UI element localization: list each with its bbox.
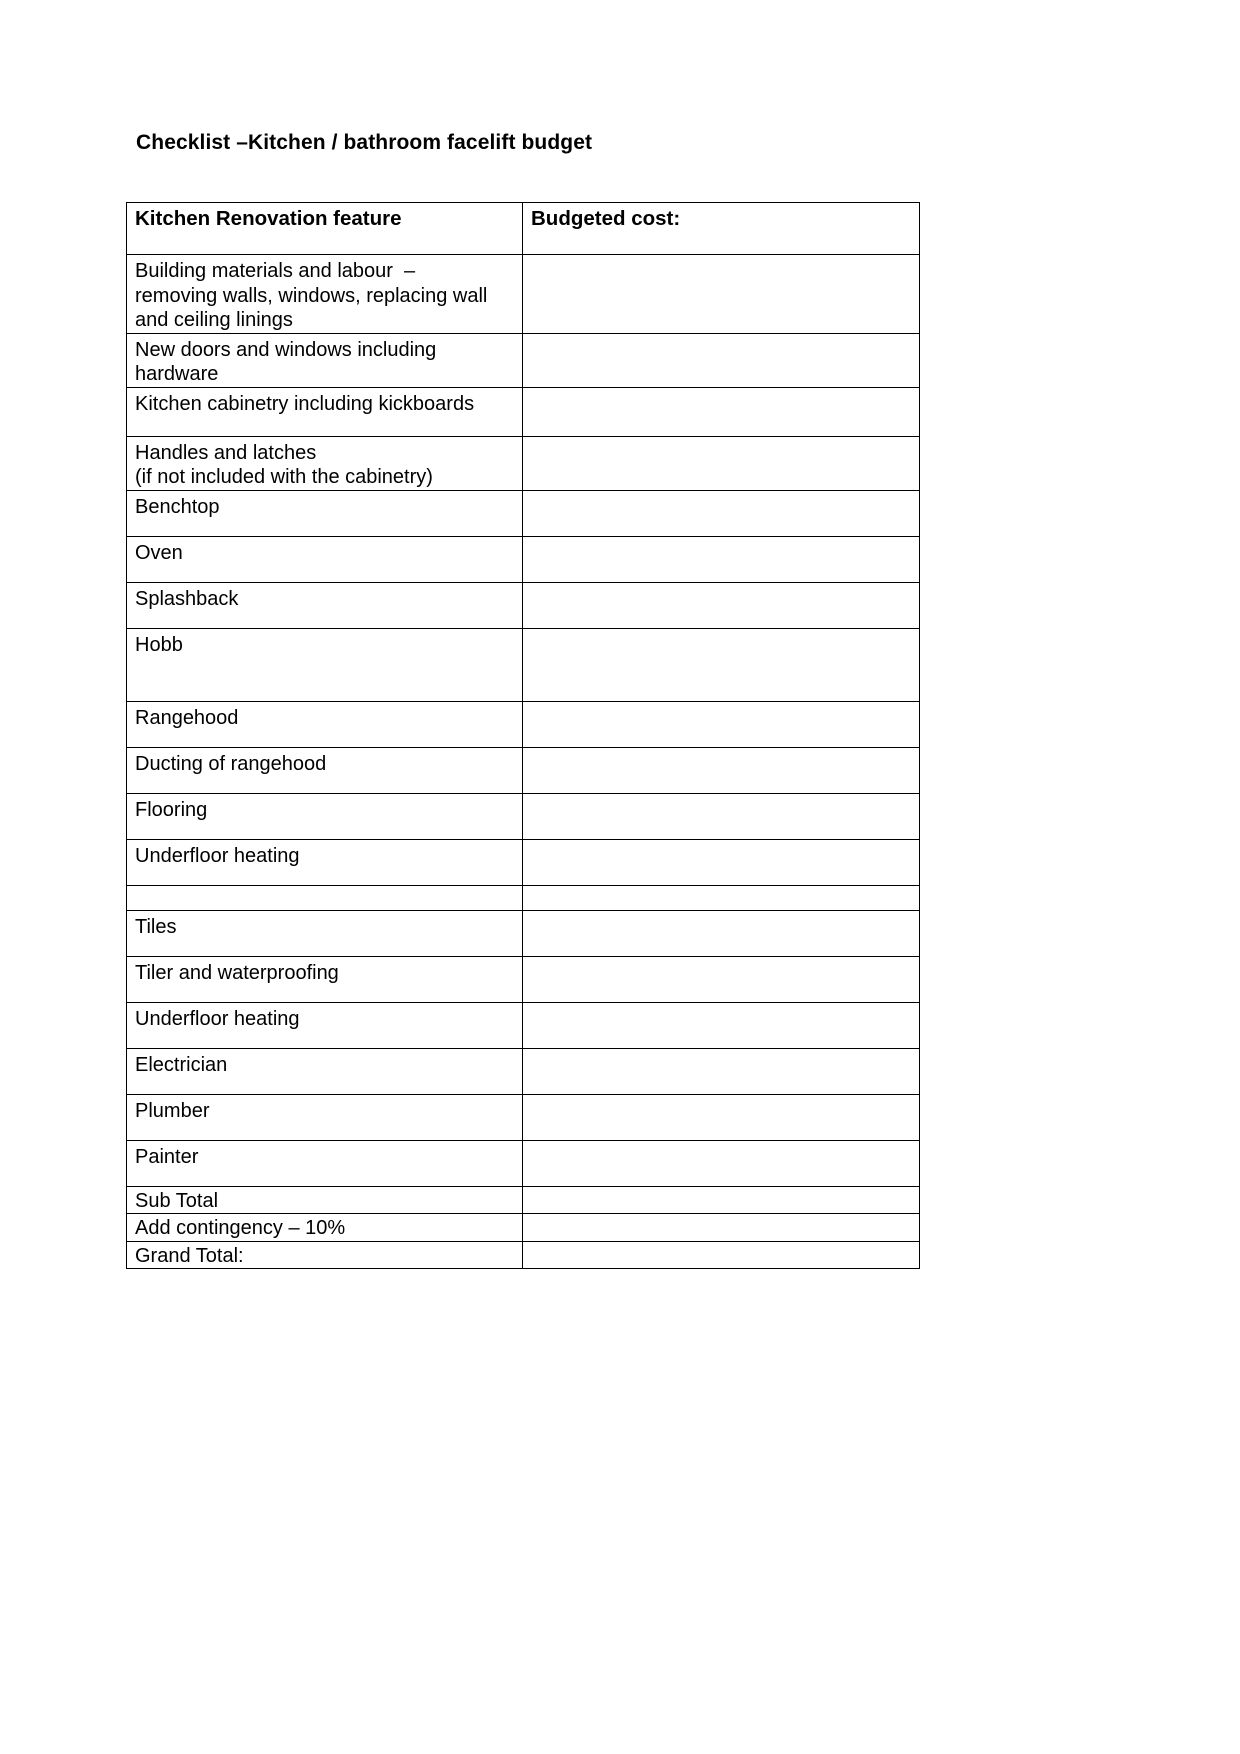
feature-line: Electrician <box>135 1053 228 1076</box>
table-row <box>127 255 920 334</box>
table-row <box>127 436 920 490</box>
cost-input-cell[interactable] <box>523 1048 920 1094</box>
feature-line: Handles and latches <box>135 441 317 464</box>
feature-cell <box>127 582 523 628</box>
feature-cell <box>127 910 523 956</box>
cost-input-cell[interactable] <box>523 1094 920 1140</box>
feature-cell <box>127 490 523 536</box>
table-row <box>127 701 920 747</box>
cost-input-cell[interactable] <box>523 910 920 956</box>
cost-input-cell[interactable] <box>523 1241 920 1269</box>
cost-input-cell[interactable] <box>523 793 920 839</box>
table-row-subtotal <box>127 1186 920 1214</box>
table-body <box>127 203 920 1269</box>
table-row <box>127 910 920 956</box>
cost-input-cell[interactable] <box>523 628 920 701</box>
feature-cell <box>127 839 523 885</box>
feature-cell <box>127 1140 523 1186</box>
table-row <box>127 536 920 582</box>
cost-input-cell[interactable] <box>523 255 920 334</box>
feature-line: Flooring <box>135 798 208 821</box>
cost-input-cell[interactable] <box>523 1002 920 1048</box>
feature-line: Painter <box>135 1145 199 1168</box>
feature-cell <box>127 536 523 582</box>
table-row-contingency <box>127 1214 920 1242</box>
feature-line: Tiler and waterproofing <box>135 961 339 984</box>
table-row <box>127 387 920 436</box>
feature-line: Building materials and labour – <box>135 260 416 282</box>
page-title: Checklist –Kitchen / bathroom facelift budget <box>136 131 593 154</box>
feature-line: Sub Total <box>135 1189 219 1212</box>
table-header-row <box>127 203 920 255</box>
feature-cell <box>127 1214 523 1242</box>
cost-input-cell[interactable] <box>523 956 920 1002</box>
feature-cell <box>127 793 523 839</box>
column-header-cost: Budgeted cost: <box>523 203 920 255</box>
feature-line: Underfloor heating <box>135 1007 300 1030</box>
cost-input-cell[interactable] <box>523 490 920 536</box>
cost-input-cell[interactable] <box>523 1186 920 1214</box>
table-row <box>127 956 920 1002</box>
feature-cell <box>127 1002 523 1048</box>
feature-cell <box>127 436 523 490</box>
cost-input-cell[interactable] <box>523 387 920 436</box>
feature-line: Tiles <box>135 915 177 938</box>
feature-cell <box>127 387 523 436</box>
column-header-feature: Kitchen Renovation feature <box>127 203 523 255</box>
cost-input-cell[interactable] <box>523 701 920 747</box>
feature-line: hardware <box>135 363 219 385</box>
cost-input-cell[interactable] <box>523 747 920 793</box>
cost-input-cell[interactable] <box>523 839 920 885</box>
table-row <box>127 1094 920 1140</box>
cost-input-cell[interactable] <box>523 536 920 582</box>
feature-line: Oven <box>135 541 183 564</box>
cost-input-cell[interactable] <box>523 333 920 387</box>
table-row <box>127 1002 920 1048</box>
feature-line: Underfloor heating <box>135 844 300 867</box>
feature-line: and ceiling linings <box>135 309 293 331</box>
feature-line: Add contingency – 10% <box>135 1217 346 1239</box>
cost-input-cell[interactable] <box>523 1140 920 1186</box>
feature-cell <box>127 1048 523 1094</box>
feature-cell <box>127 1094 523 1140</box>
feature-cell <box>127 333 523 387</box>
table-row <box>127 747 920 793</box>
feature-cell <box>127 885 523 910</box>
table-row <box>127 582 920 628</box>
feature-line: (if not included with the cabinetry) <box>135 466 433 488</box>
table-row <box>127 1048 920 1094</box>
table-row-spacer <box>127 885 920 910</box>
table-row <box>127 793 920 839</box>
feature-cell <box>127 1241 523 1269</box>
feature-cell <box>127 747 523 793</box>
cost-input-cell[interactable] <box>523 1214 920 1242</box>
feature-cell <box>127 701 523 747</box>
feature-line: Kitchen cabinetry including kickboards <box>135 392 475 415</box>
table-row-grandtotal <box>127 1241 920 1269</box>
budget-checklist-table <box>126 202 920 1269</box>
table-row <box>127 1140 920 1186</box>
feature-line: Ducting of rangehood <box>135 752 327 775</box>
feature-line: Grand Total: <box>135 1244 244 1267</box>
feature-line: removing walls, windows, replacing wall <box>135 284 488 307</box>
feature-cell <box>127 255 523 334</box>
cost-input-cell[interactable] <box>523 885 920 910</box>
table-row <box>127 839 920 885</box>
feature-line: Hobb <box>135 633 183 656</box>
table-row <box>127 490 920 536</box>
feature-cell <box>127 956 523 1002</box>
feature-line: New doors and windows including <box>135 338 437 361</box>
feature-cell <box>127 1186 523 1214</box>
cost-input-cell[interactable] <box>523 582 920 628</box>
table-row <box>127 333 920 387</box>
cost-input-cell[interactable] <box>523 436 920 490</box>
feature-cell <box>127 628 523 701</box>
feature-line: Benchtop <box>135 495 220 518</box>
table-row <box>127 628 920 701</box>
feature-line: Splashback <box>135 587 239 610</box>
feature-line: Plumber <box>135 1099 210 1122</box>
feature-line: Rangehood <box>135 706 239 729</box>
